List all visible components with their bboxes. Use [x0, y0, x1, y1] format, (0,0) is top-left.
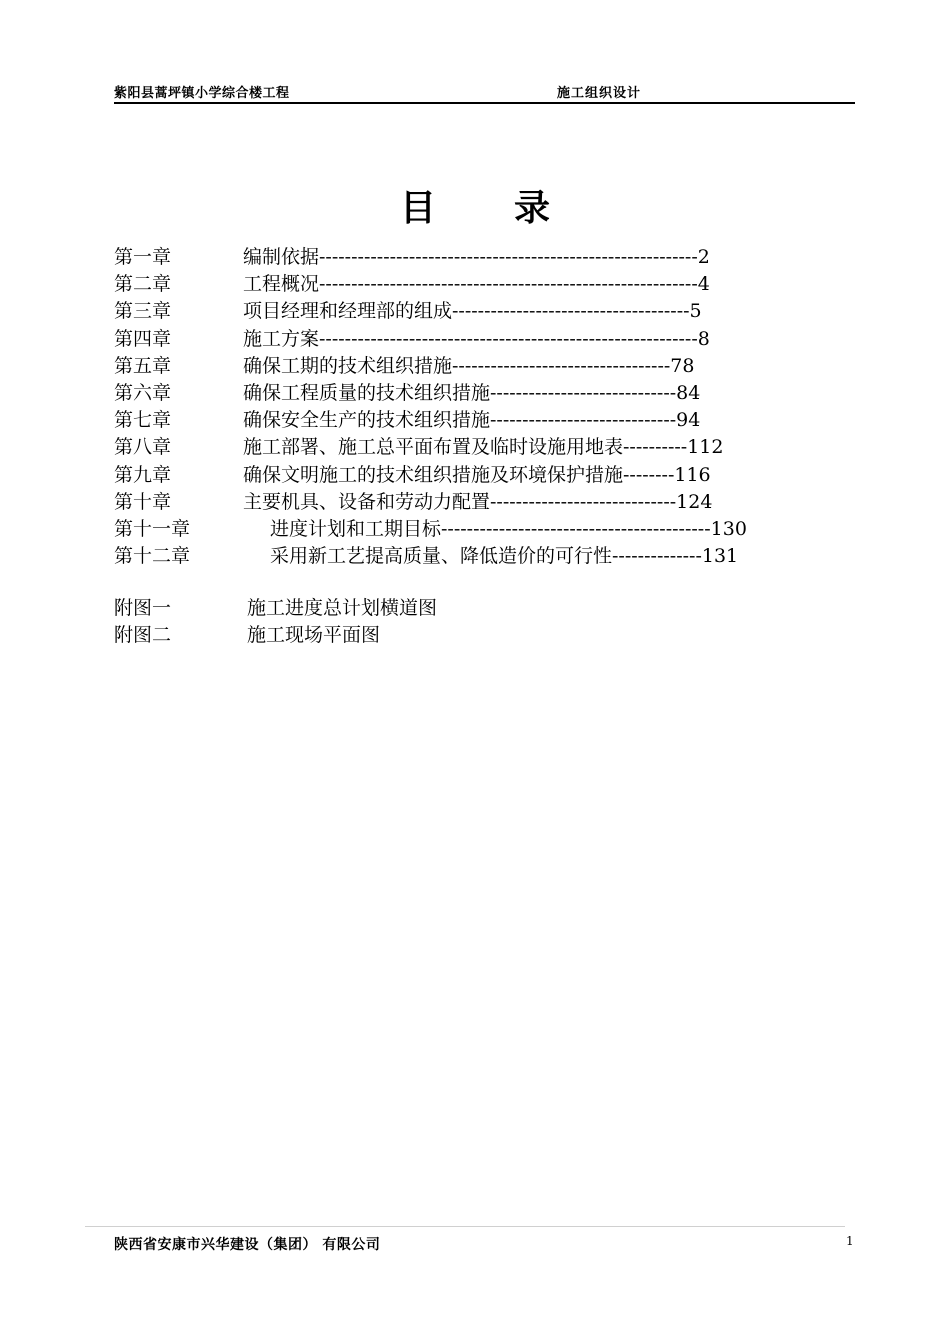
toc-row[interactable] — [114, 434, 834, 461]
table-of-contents — [114, 244, 834, 570]
toc-row[interactable] — [114, 543, 834, 570]
toc-row[interactable] — [114, 353, 834, 380]
appendix-label: 附图二 — [114, 624, 172, 646]
toc-chapter-number: 第四章 — [114, 327, 172, 350]
toc-chapter-number: 第十章 — [114, 490, 172, 513]
footer-company-name: 陕西省安康市兴华建设（集团） 有限公司 — [114, 1237, 381, 1253]
toc-title-char-2: 录 — [514, 188, 551, 229]
toc-row[interactable] — [114, 271, 834, 298]
appendix-list — [114, 595, 834, 649]
appendix-title: 施工现场平面图 — [247, 624, 381, 646]
header-document-type: 施工组织设计 — [557, 86, 642, 101]
toc-entry-title: 施工部署、施工总平面布置及临时设施用地表----------112 — [243, 436, 724, 459]
toc-chapter-number: 第三章 — [114, 300, 172, 323]
toc-title — [0, 180, 950, 231]
toc-entry-title: 确保工期的技术组织措施----------------------------------78 — [243, 354, 695, 377]
toc-row[interactable] — [114, 298, 834, 325]
toc-row[interactable] — [114, 516, 834, 543]
toc-entry-title: 施工方案-----------------------------------------------------------8 — [243, 327, 710, 350]
appendix-label: 附图一 — [114, 597, 172, 619]
toc-row[interactable] — [114, 462, 834, 489]
toc-chapter-number: 第十一章 — [114, 517, 191, 540]
toc-entry-title: 确保文明施工的技术组织措施及环境保护措施--------116 — [243, 463, 711, 486]
toc-entry-title: 确保工程质量的技术组织措施-----------------------------84 — [243, 381, 701, 404]
footer-divider — [85, 1226, 845, 1227]
header-project-name: 紫阳县蒿坪镇小学综合楼工程 — [114, 86, 290, 101]
toc-row[interactable] — [114, 407, 834, 434]
toc-row[interactable] — [114, 380, 834, 407]
toc-entry-title: 编制依据-----------------------------------------------------------2 — [243, 246, 710, 268]
toc-entry-title: 进度计划和工期目标------------------------------------------130 — [270, 517, 747, 540]
toc-chapter-number: 第九章 — [114, 463, 172, 486]
toc-chapter-number: 第五章 — [114, 354, 172, 377]
toc-chapter-number: 第六章 — [114, 381, 172, 404]
appendix-row[interactable] — [114, 622, 834, 649]
toc-row[interactable] — [114, 326, 834, 353]
toc-entry-title: 工程概况-----------------------------------------------------------4 — [243, 273, 710, 296]
toc-chapter-number: 第七章 — [114, 409, 172, 432]
toc-chapter-number: 第一章 — [114, 246, 172, 268]
toc-row[interactable] — [114, 489, 834, 516]
toc-entry-title: 采用新工艺提高质量、降低造价的可行性--------------131 — [270, 545, 739, 568]
toc-row[interactable] — [114, 244, 834, 271]
toc-chapter-number: 第二章 — [114, 273, 172, 296]
appendix-title: 施工进度总计划横道图 — [247, 597, 438, 619]
toc-chapter-number: 第十二章 — [114, 545, 191, 568]
toc-title-char-1: 目 — [399, 188, 436, 229]
toc-entry-title: 主要机具、设备和劳动力配置-----------------------------124 — [243, 490, 713, 513]
toc-chapter-number: 第八章 — [114, 436, 172, 459]
toc-entry-title: 项目经理和经理部的组成-------------------------------------5 — [243, 300, 702, 323]
appendix-row[interactable] — [114, 595, 834, 622]
toc-entry-title: 确保安全生产的技术组织措施-----------------------------94 — [243, 409, 701, 432]
page-number: 1 — [846, 1234, 854, 1248]
page-header — [114, 80, 855, 104]
